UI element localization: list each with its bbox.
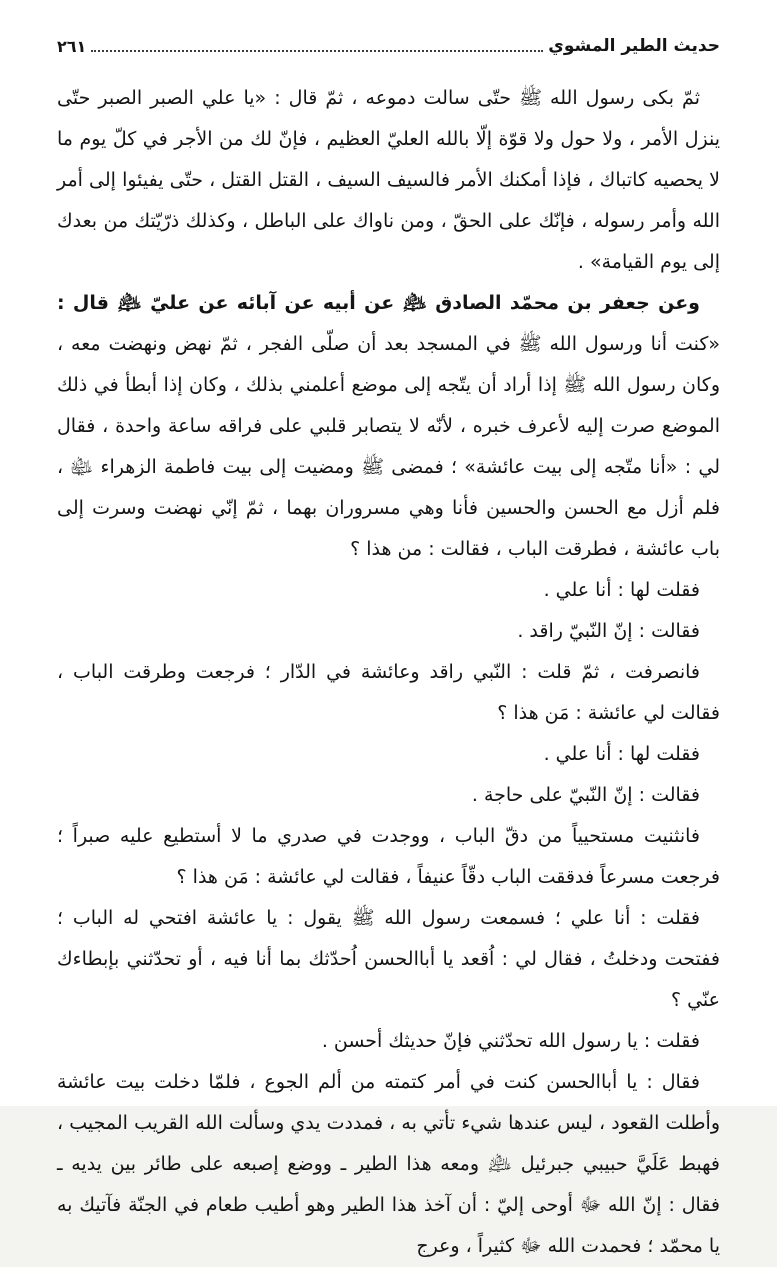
dialogue-line: فقالت : إنّ النّبيّ على حاجة . — [471, 784, 700, 806]
dialogue-line: فقلت لها : أنا علي . — [543, 743, 700, 765]
body-paragraph-with-isnad — [57, 283, 720, 570]
paragraph-text: «كنت أنا ورسول الله ﷺ في المسجد بعد أن صلّى الفجر ، ثمّ نهض ونهضت معه ، وكان رسول الله ﷺ إذا أراد أن يتّجه إلى موضع أعلمني بذلك ، وكان إذا أبطأ في ذلك الموضع صرت إليه لأعرف خبره ، لأنّه لا يتصابر قلبي على فراقه ساعة واحدة ، فقال لي : «أنا متّجه إلى بيت عائشة» ؛ فمضى ﷺ ومضيت إلى بيت فاطمة الزهراء ﵍ ، فلم أزل مع الحسن والحسين فأنا وهي مسروران بهما ، ثمّ إنّي نهضت وسرت إلى باب عائشة ، فطرقت الباب ، فقالت : من هذا ؟ — [57, 333, 720, 560]
chapter-title: حديث الطير المشوي — [548, 36, 720, 56]
body-paragraph: فانصرفت ، ثمّ قلت : النّبي راقد وعائشة في الدّار ؛ فرجعت وطرقت الباب ، فقالت لي عائشة : مَن هذا ؟ — [57, 661, 720, 724]
dialogue-line: فقلت : يا رسول الله تحدّثني فإنّ حديثك أحسن . — [321, 1030, 700, 1052]
dotted-leader — [91, 50, 543, 52]
page-number: ٢٦١ — [57, 37, 87, 56]
body-text — [57, 78, 720, 1267]
body-paragraph: فانثنيت مستحيياً من دقّ الباب ، ووجدت في صدري ما لا أستطيع عليه صبراً ؛ فرجعت مسرعاً فدققت الباب دقّاً عنيفاً ، فقالت لي عائشة : مَن هذا ؟ — [57, 825, 720, 888]
body-paragraph: فقال : يا أباالحسن كنت في أمر كتمته من ألم الجوع ، فلمّا دخلت بيت عائشة وأطلت القعود ، ليس عندها شيء تأتي به ، فمددت يدي وسألت الله القريب المجيب ، فهبط عَلَيَّ حبيبي جبرئيل ﵇ ومعه هذا الطير ـ ووضع إصبعه على طائر بين يديه ـ فقال : إنّ الله ﷻ أوحى إليّ : أن آخذ هذا الطير وهو أطيب طعام في الجنّة فآتيك به يا محمّد ؛ فحمدت الله ﷻ كثيراً ، وعرج — [57, 1071, 720, 1257]
isnad-bold-lead: وعن جعفر بن محمّد الصادق ﵇ عن أبيه عن آبائه عن عليّ ﵇ قال : — [57, 292, 700, 314]
dialogue-line: فقلت لها : أنا علي . — [543, 579, 700, 601]
dialogue-line: فقالت : إنّ النّبيّ راقد . — [517, 620, 700, 642]
body-paragraph: فقلت : أنا علي ؛ فسمعت رسول الله ﷺ يقول : يا عائشة افتحي له الباب ؛ ففتحت ودخلتُ ، فقال لي : اُقعد يا أباالحسن اُحدّثك بما أنا فيه ، أو تحدّثني بإبطاءك عنّي ؟ — [57, 907, 720, 1011]
body-paragraph: ثمّ بكى رسول الله ﷺ حتّى سالت دموعه ، ثمّ قال : «يا علي الصبر الصبر حتّى ينزل الأمر ، ولا حول ولا قوّة إلّا بالله العليّ العظيم ، فإنّ لك من الأجر في كلّ يوم ما لا يحصيه كاتباك ، فإذا أمكنك الأمر فالسيف السيف ، القتل القتل ، حتّى يفيئوا إلى أمر الله وأمر رسوله ، فإنّك على الحقّ ، ومن ناواك على الباطل ، وكذلك ذرّيّتك من بعدك إلى يوم القيامة» . — [57, 87, 720, 273]
running-head — [57, 36, 720, 56]
